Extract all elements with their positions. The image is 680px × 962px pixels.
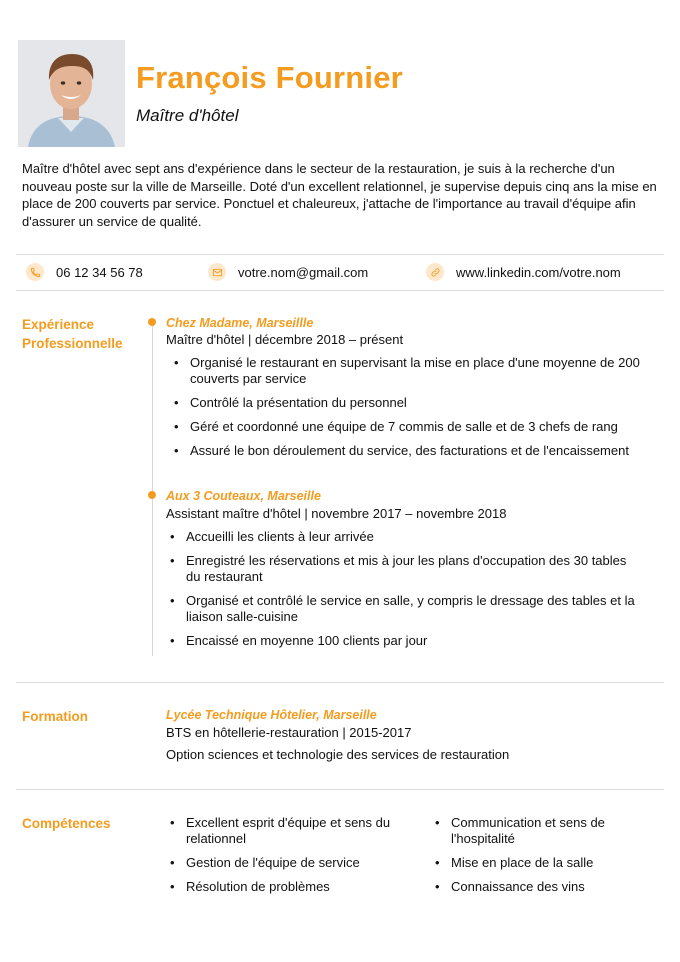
list-item: • Organisé le restaurant en supervisant la mise en place d'une moyenne de 200 couverts par service [170, 355, 640, 387]
job-employer: Chez Madame, Marseillle [166, 316, 314, 330]
contact-phone [26, 262, 143, 282]
section-label-experience: Expérience Professionnelle [22, 317, 123, 351]
timeline-dot [148, 318, 156, 326]
list-item: • Connaissance des vins [431, 879, 631, 895]
list-item: • Géré et coordonné une équipe de 7 commis de salle et de 3 chefs de rang [170, 419, 640, 435]
list-item: • Résolution de problèmes [166, 879, 396, 895]
phone-icon [26, 263, 44, 281]
skills-list-left [166, 815, 396, 903]
profile-photo-illustration [18, 40, 125, 147]
list-item: • Gestion de l'équipe de service [166, 855, 396, 871]
list-item: • Excellent esprit d'équipe et sens du relationnel [166, 815, 396, 847]
contact-linkedin[interactable] [426, 262, 621, 282]
skills-list-right [431, 815, 631, 903]
list-item: • Communication et sens de l'hospitalité [431, 815, 631, 847]
divider [16, 682, 664, 683]
timeline-line [152, 322, 153, 656]
education-degree: BTS en hôtellerie-restauration | 2015-2017 [166, 725, 412, 740]
profile-summary: Maître d'hôtel avec sept ans d'expérience dans le secteur de la restauration, je suis à la recherche d'un nouveau poste sur la ville de Marseille. Doté d'un excellent relationnel, je supervise depuis cinq ans la mise en place de 200 couverts par service. Ponctuel et chaleureux, j'attache de l'importance au travail d'équipe afin d'assurer un service de qualité. [22, 161, 657, 229]
phone-number: 06 12 34 56 78 [56, 264, 143, 280]
email-address[interactable]: votre.nom@gmail.com [238, 264, 369, 280]
linkedin-url[interactable]: www.linkedin.com/votre.nom [456, 264, 621, 280]
job-role: Assistant maître d'hôtel | novembre 2017 – novembre 2018 [166, 506, 507, 521]
list-item: • Organisé et contrôlé le service en salle, y compris le dressage des tables et la liaison salle-cuisine [166, 593, 642, 625]
divider [16, 290, 664, 291]
contact-email[interactable] [208, 262, 368, 282]
list-item: • Contrôlé la présentation du personnel [170, 395, 640, 411]
job-employer: Aux 3 Couteaux, Marseille [166, 489, 321, 503]
divider [16, 789, 664, 790]
list-item: • Assuré le bon déroulement du service, des facturations et de l'encaissement [170, 443, 640, 459]
candidate-job-title: Maître d'hôtel [136, 106, 239, 125]
link-icon [426, 263, 444, 281]
section-label-education: Formation [22, 709, 88, 724]
divider [16, 254, 664, 255]
email-icon [208, 263, 226, 281]
profile-photo [18, 40, 125, 147]
section-label-skills: Compétences [22, 816, 111, 831]
list-item: • Accueilli les clients à leur arrivée [166, 529, 642, 545]
list-item: • Enregistré les réservations et mis à jour les plans d'occupation des 30 tables du restaurant [166, 553, 642, 585]
job-duties-list [166, 529, 642, 657]
timeline-dot [148, 491, 156, 499]
job-duties-list [170, 355, 640, 467]
education-school: Lycée Technique Hôtelier, Marseille [166, 708, 377, 722]
list-item: • Encaissé en moyenne 100 clients par jour [166, 633, 642, 649]
education-option: Option sciences et technologie des services de restauration [166, 747, 510, 762]
list-item: • Mise en place de la salle [431, 855, 631, 871]
candidate-name: François Fournier [136, 60, 403, 95]
job-role: Maître d'hôtel | décembre 2018 – présent [166, 332, 404, 347]
